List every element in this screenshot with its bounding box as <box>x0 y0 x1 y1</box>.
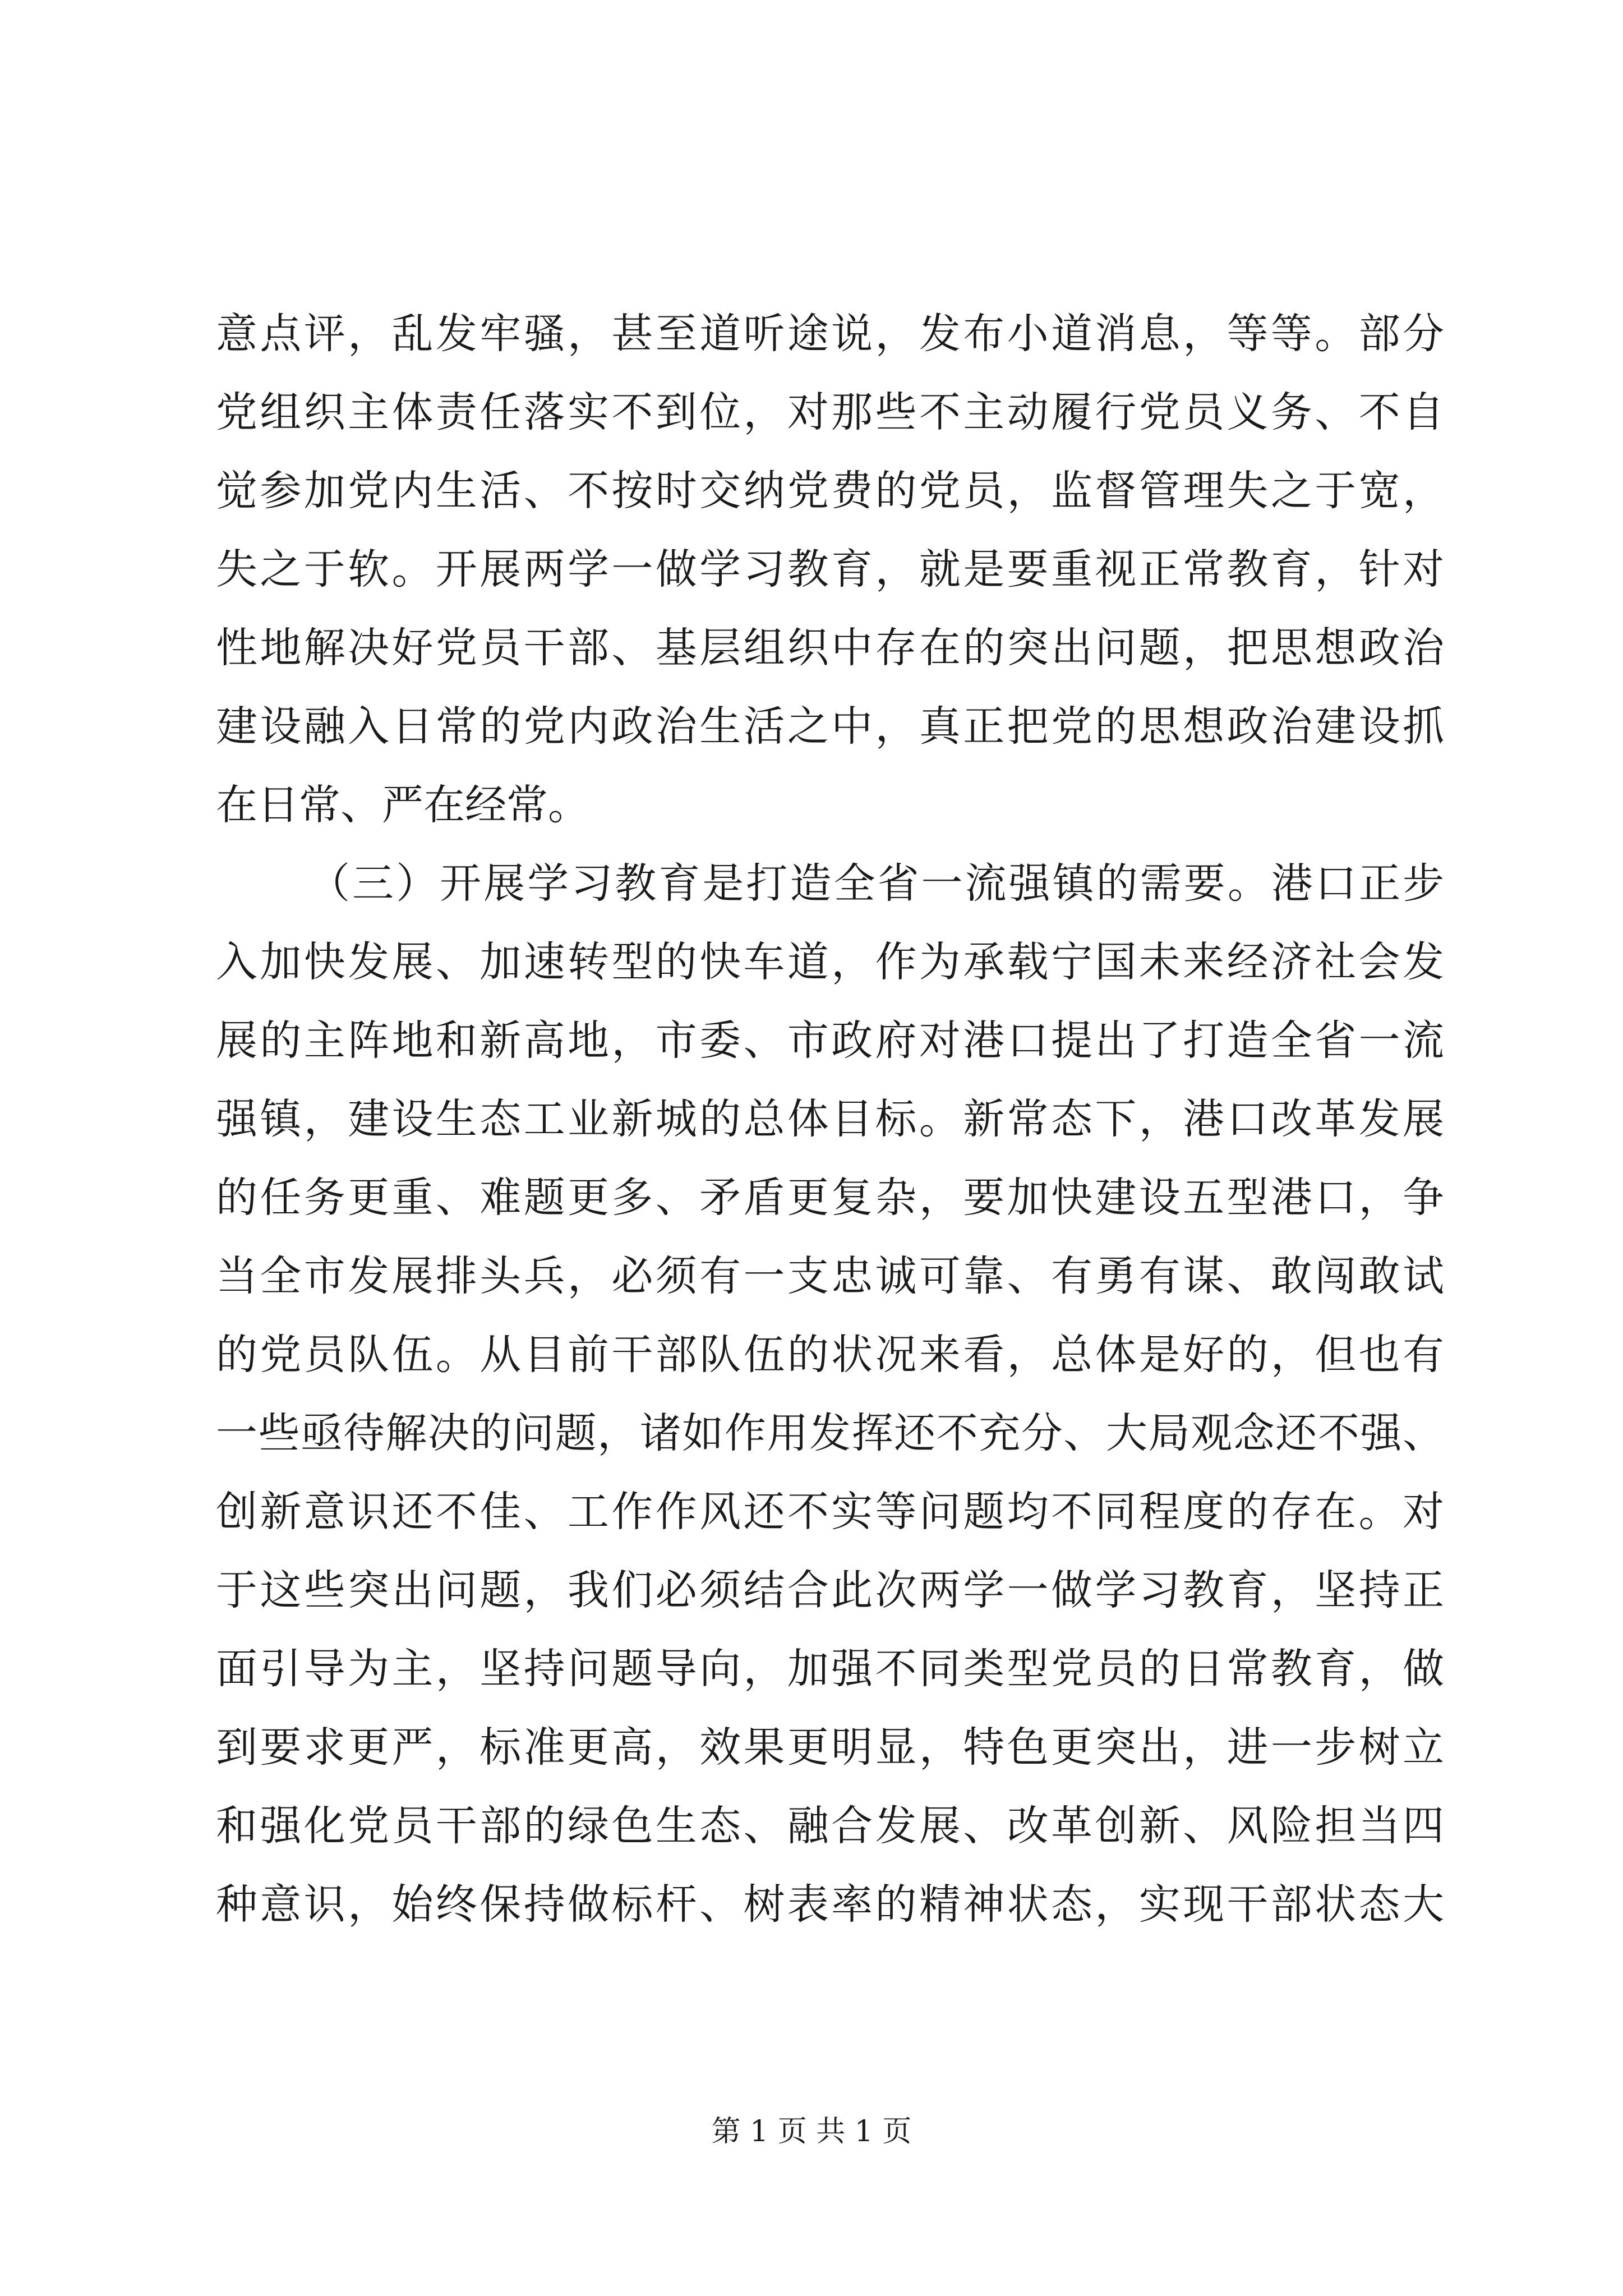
text-line: 在日常、严在经常。 <box>216 781 589 829</box>
text-line: 到要求更严，标准更高，效果更明显，特色更突出，进一步树立 <box>216 1723 1444 1772</box>
text-line: 强镇，建设生态工业新城的总体目标。新常态下，港口改革发展 <box>216 1095 1444 1143</box>
text-line: 于这些突出问题，我们必须结合此次两学一做学习教育，坚持正 <box>216 1566 1444 1614</box>
section-heading-line: （三）开展学习教育是打造全省一流强镇的需要。港口正步 <box>308 859 1444 908</box>
text-line: 当全市发展排头兵，必须有一支忠诚可靠、有勇有谋、敢闯敢试 <box>216 1252 1444 1300</box>
page-footer: 第 1 页 共 1 页 <box>711 2115 912 2148</box>
text-line: 意点评，乱发牢骚，甚至道听途说，发布小道消息，等等。部分 <box>216 310 1444 358</box>
text-line: 的任务更重、难题更多、矛盾更复杂，要加快建设五型港口，争 <box>216 1174 1444 1222</box>
text-line: 入加快发展、加速转型的快车道，作为承载宁国未来经济社会发 <box>216 938 1444 986</box>
text-line: 种意识，始终保持做标杆、树表率的精神状态，实现干部状态大 <box>216 1880 1444 1929</box>
text-line: 性地解决好党员干部、基层组织中存在的突出问题，把思想政治 <box>216 624 1444 672</box>
text-line: 建设融入日常的党内政治生活之中，真正把党的思想政治建设抓 <box>216 702 1444 751</box>
text-line: 面引导为主，坚持问题导向，加强不同类型党员的日常教育，做 <box>216 1645 1444 1693</box>
text-line: 党组织主体责任落实不到位，对那些不主动履行党员义务、不自 <box>216 388 1444 436</box>
text-line: 创新意识还不佳、工作作风还不实等问题均不同程度的存在。对 <box>216 1488 1444 1536</box>
text-line: 的党员队伍。从目前干部队伍的状况来看，总体是好的，但也有 <box>216 1331 1444 1379</box>
text-line: 一些亟待解决的问题，诸如作用发挥还不充分、大局观念还不强、 <box>216 1409 1444 1457</box>
text-line: 觉参加党内生活、不按时交纳党费的党员，监督管理失之于宽， <box>216 467 1444 515</box>
text-line: 和强化党员干部的绿色生态、融合发展、改革创新、风险担当四 <box>216 1802 1444 1850</box>
text-line: 失之于软。开展两学一做学习教育，就是要重视正常教育，针对 <box>216 545 1444 593</box>
text-line: 展的主阵地和新高地，市委、市政府对港口提出了打造全省一流 <box>216 1016 1444 1065</box>
